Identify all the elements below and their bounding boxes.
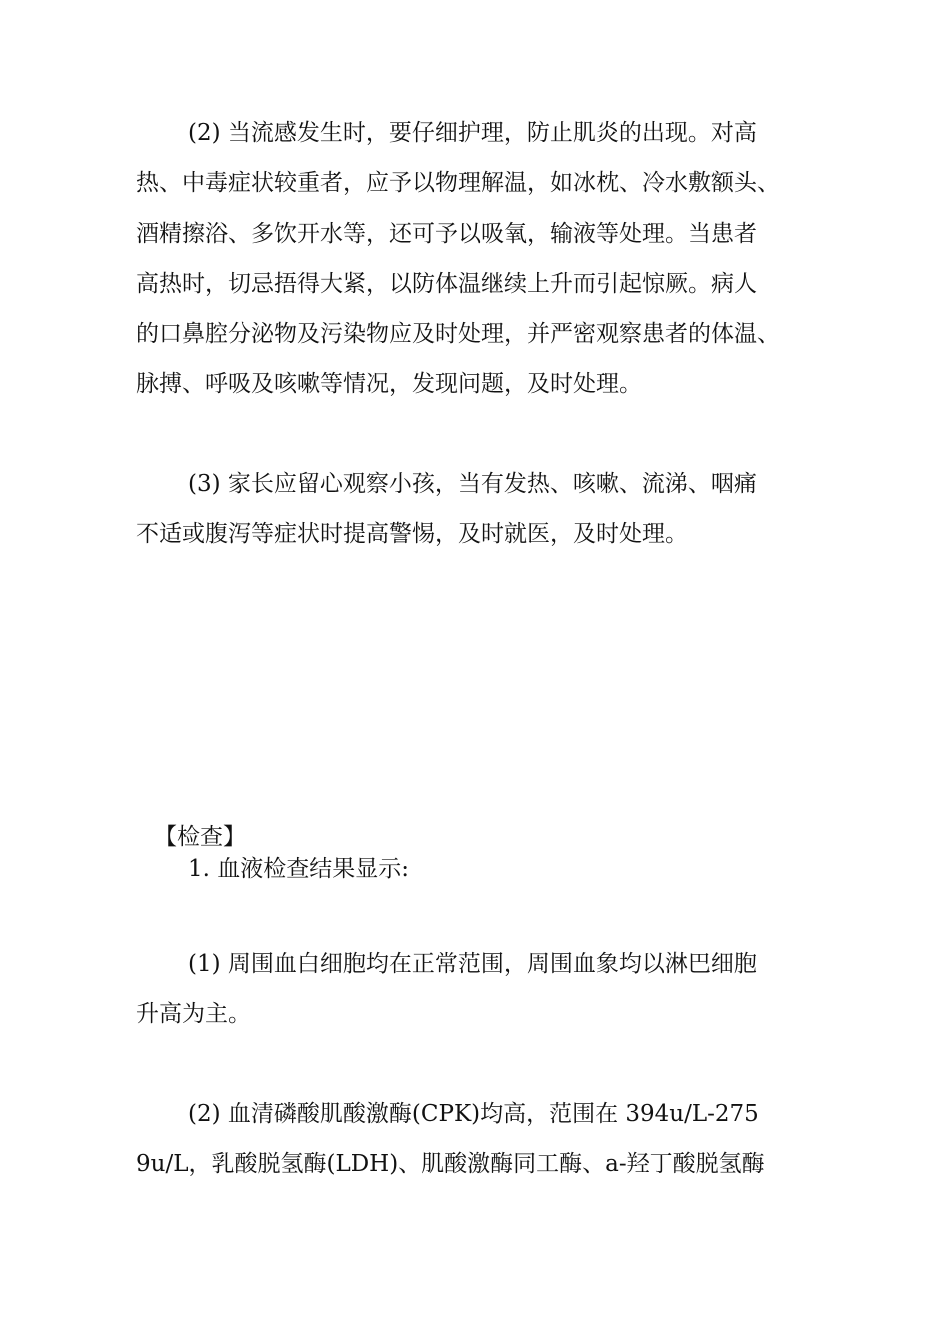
section-heading: 【检查】 (154, 824, 246, 850)
text-line: 脉搏、呼吸及咳嗽等情况，发现问题，及时处理。 (136, 371, 642, 397)
text-line: 酒精擦浴、多饮开水等，还可予以吸氧，输液等处理。当患者 (136, 221, 757, 247)
text-line: (2) 当流感发生时，要仔细护理，防止肌炎的出现。对高 (188, 120, 757, 146)
text-line: (1) 周围血白细胞均在正常范围，周围血象均以淋巴细胞 (188, 951, 757, 977)
section-subheading: 1. 血液检查结果显示: (188, 856, 410, 882)
text-line: (3) 家长应留心观察小孩，当有发热、咳嗽、流涕、咽痛 (188, 471, 757, 497)
text-line: 高热时，切忌捂得大紧，以防体温继续上升而引起惊厥。病人 (136, 271, 757, 297)
text-line: 不适或腹泻等症状时提高警惕，及时就医，及时处理。 (136, 521, 688, 547)
text-line: 热、中毒症状较重者，应予以物理解温，如冰枕、冷水敷额头、 (136, 170, 780, 196)
text-line: 升高为主。 (136, 1001, 251, 1027)
text-line: 的口鼻腔分泌物及污染物应及时处理，并严密观察患者的体温、 (136, 321, 780, 347)
text-line: (2) 血清磷酸肌酸激酶(CPK)均高，范围在 394u/L-275 (188, 1101, 759, 1127)
text-line: 9u/L，乳酸脱氢酶(LDH)、肌酸激酶同工酶、a-羟丁酸脱氢酶 (136, 1151, 765, 1177)
